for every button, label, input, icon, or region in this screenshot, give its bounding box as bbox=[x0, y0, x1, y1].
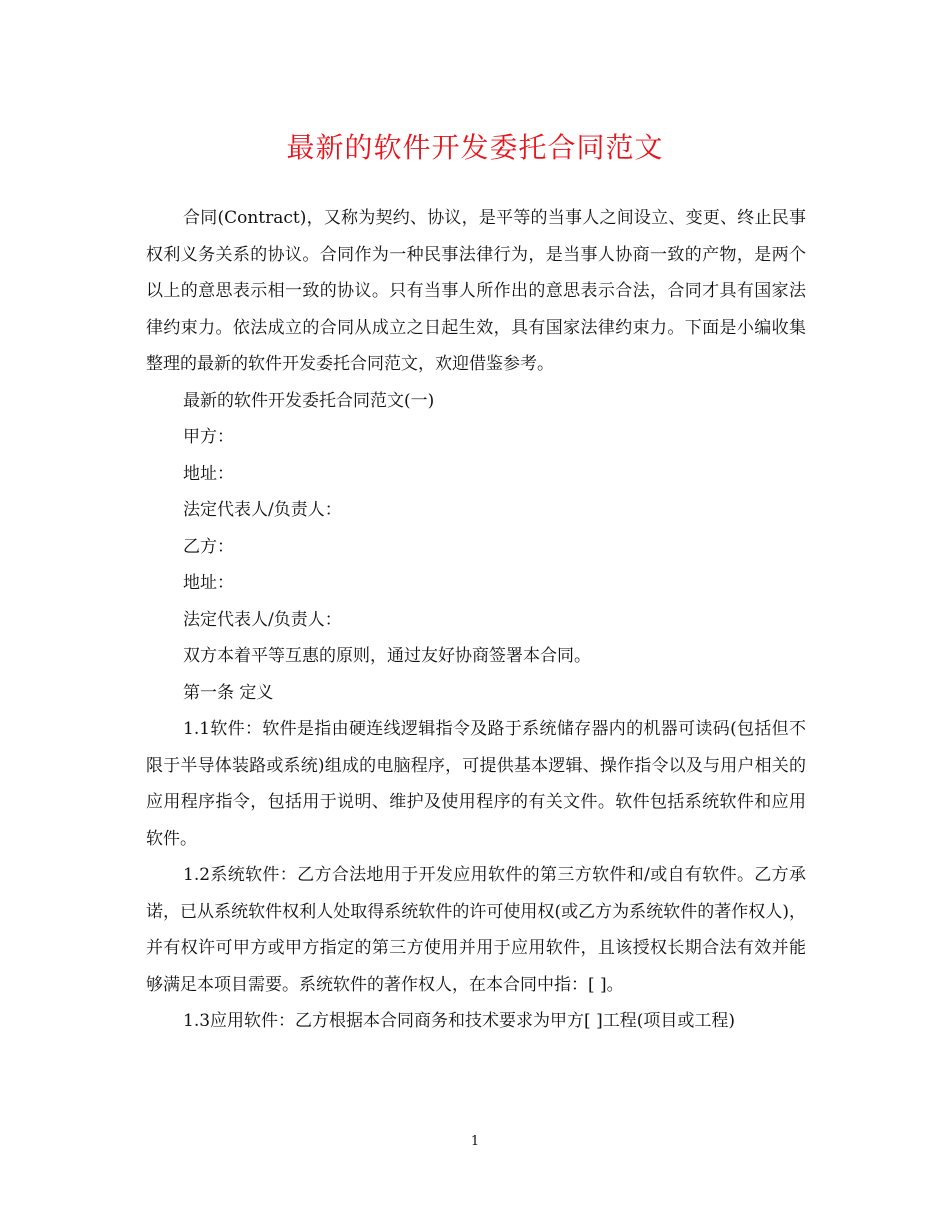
party-a-address-label: 地址： bbox=[183, 463, 234, 484]
document-title: 最新的软件开发委托合同范文 bbox=[286, 131, 664, 164]
party-a-representative-label: 法定代表人/负责人： bbox=[183, 500, 342, 520]
party-b-address-label: 地址： bbox=[183, 573, 234, 593]
clause-1-2: 1.2系统软件：乙方合法地用于开发应用软件的第三方软件和/或自有软件。乙方承诺，已从系统软件权利人处取得系统软件的许可使用权(或乙方为系统软件的著作权人)，并有权许可甲方或甲方指定的第三方使用并用于应用软件，且该授权长期合法有效并能够满足本项目需要。系统软件的著作权人，在本合同中指：[ ]。 bbox=[146, 865, 806, 995]
party-a-label: 甲方： bbox=[183, 427, 234, 447]
party-b-label: 乙方： bbox=[183, 536, 234, 557]
clause-1-3: 1.3应用软件：乙方根据本合同商务和技术要求为甲方[ ]工程(项目或工程) bbox=[183, 1011, 735, 1031]
clause-1-1: 1.1软件：软件是指由硬连线逻辑指令及路于系统储存器内的机器可读码(包括但不限于半导体装路或系统)组成的电脑程序，可提供基本逻辑、操作指令以及与用户相关的应用程序指令，包括用于说明、维护及使用程序的有关文件。软件包括系统软件和应用软件。 bbox=[146, 719, 806, 849]
intro-paragraph: 合同(Contract)，又称为契约、协议，是平等的当事人之间设立、变更、终止民事权利义务关系的协议。合同作为一种民事法律行为，是当事人协商一致的产物，是两个以上的意思表示相一致的协议。只有当事人所作出的意思表示合法，合同才具有国家法律约束力。依法成立的合同从成立之日起生效，具有国家法律约束力。下面是小编收集整理的最新的软件开发委托合同范文，欢迎借鉴参考。 bbox=[146, 208, 806, 374]
article-one-heading: 第一条 定义 bbox=[183, 682, 274, 703]
page-number: 1 bbox=[470, 1134, 480, 1149]
section-heading: 最新的软件开发委托合同范文(一) bbox=[183, 390, 435, 411]
party-b-representative-label: 法定代表人/负责人： bbox=[183, 609, 342, 630]
document-body bbox=[146, 200, 806, 1040]
agreement-statement: 双方本着平等互惠的原则，通过友好协商签署本合同。 bbox=[183, 646, 591, 666]
